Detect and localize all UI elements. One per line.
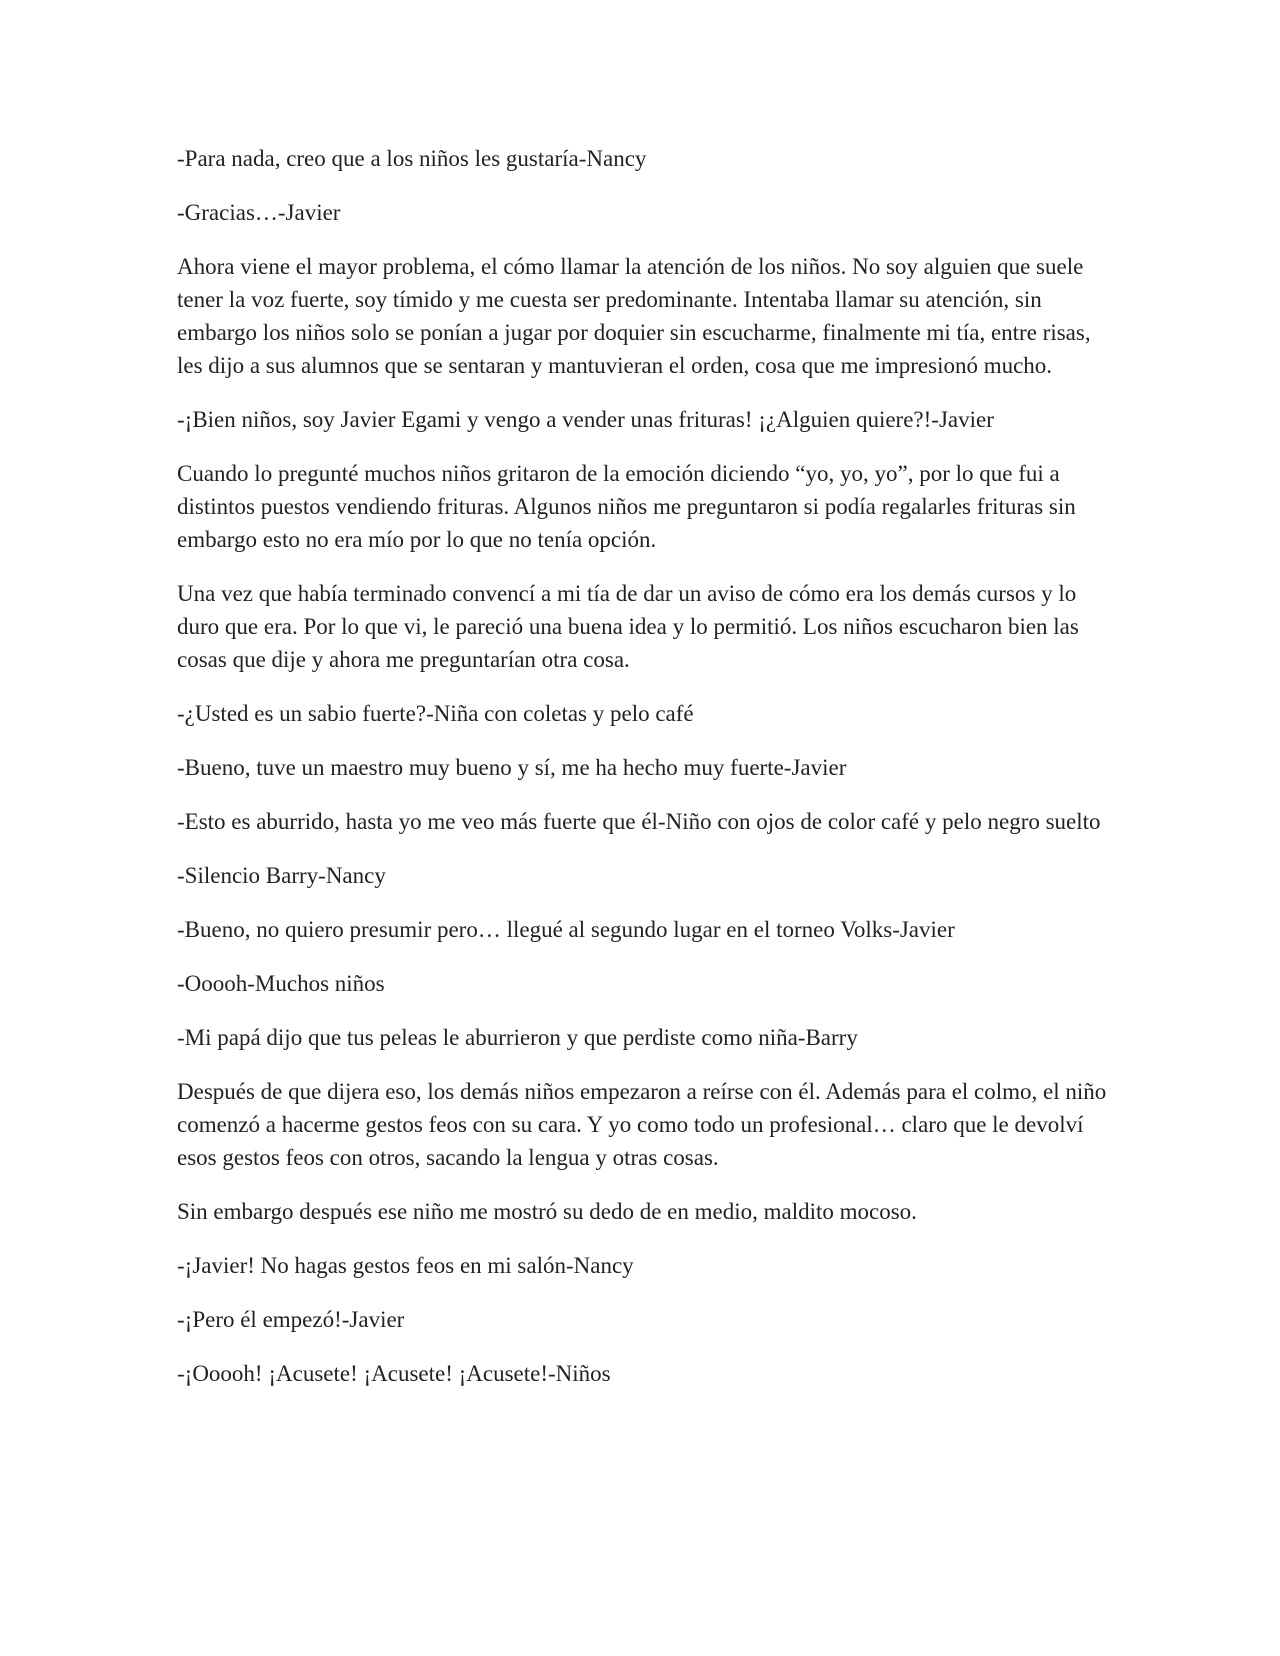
document-page bbox=[177, 142, 1107, 1411]
paragraph: -Gracias…-Javier bbox=[177, 200, 341, 225]
paragraph: -Bueno, no quiero presumir pero… llegué al segundo lugar en el torneo Volks-Javier bbox=[177, 917, 955, 942]
paragraph: Sin embargo después ese niño me mostró su dedo de en medio, maldito mocoso. bbox=[177, 1199, 917, 1224]
paragraph: -Esto es aburrido, hasta yo me veo más fuerte que él-Niño con ojos de color café y pelo negro suelto bbox=[177, 809, 1101, 834]
paragraph: Cuando lo pregunté muchos niños gritaron de la emoción diciendo “yo, yo, yo”, por lo que fui a distintos puestos vendiendo frituras. Algunos niños me preguntaron si podía regalarles frituras sin embargo esto no era mío por lo que no tenía opción. bbox=[177, 461, 1076, 552]
paragraph: Una vez que había terminado convencí a mi tía de dar un aviso de cómo era los demás cursos y lo duro que era. Por lo que vi, le pareció una buena idea y lo permitió. Los niños escucharon bien las cosas que dije y ahora me preguntarían otra cosa. bbox=[177, 581, 1079, 672]
paragraph: -Bueno, tuve un maestro muy bueno y sí, me ha hecho muy fuerte-Javier bbox=[177, 755, 847, 780]
paragraph: -¡Pero él empezó!-Javier bbox=[177, 1307, 405, 1332]
paragraph: -¡Javier! No hagas gestos feos en mi salón-Nancy bbox=[177, 1253, 634, 1278]
paragraph: Después de que dijera eso, los demás niños empezaron a reírse con él. Además para el colmo, el niño comenzó a hacerme gestos feos con su cara. Y yo como todo un profesional… claro que le devolví esos gestos feos con otros, sacando la lengua y otras cosas. bbox=[177, 1079, 1107, 1170]
paragraph: -Para nada, creo que a los niños les gustaría-Nancy bbox=[177, 146, 647, 171]
paragraph: -Ooooh-Muchos niños bbox=[177, 971, 385, 996]
paragraph: Ahora viene el mayor problema, el cómo llamar la atención de los niños. No soy alguien que suele tener la voz fuerte, soy tímido y me cuesta ser predominante. Intentaba llamar su atención, sin embargo los niños solo se ponían a jugar por doquier sin escucharme, finalmente mi tía, entre risas, les dijo a sus alumnos que se sentaran y mantuvieran el orden, cosa que me impresionó mucho. bbox=[177, 254, 1091, 378]
paragraph: -¿Usted es un sabio fuerte?-Niña con coletas y pelo café bbox=[177, 701, 694, 726]
paragraph: -Mi papá dijo que tus peleas le aburrieron y que perdiste como niña-Barry bbox=[177, 1025, 858, 1050]
paragraph: -¡Ooooh! ¡Acusete! ¡Acusete! ¡Acusete!-Niños bbox=[177, 1361, 611, 1386]
paragraph: -Silencio Barry-Nancy bbox=[177, 863, 386, 888]
paragraph: -¡Bien niños, soy Javier Egami y vengo a vender unas frituras! ¡¿Alguien quiere?!-Javier bbox=[177, 407, 994, 432]
